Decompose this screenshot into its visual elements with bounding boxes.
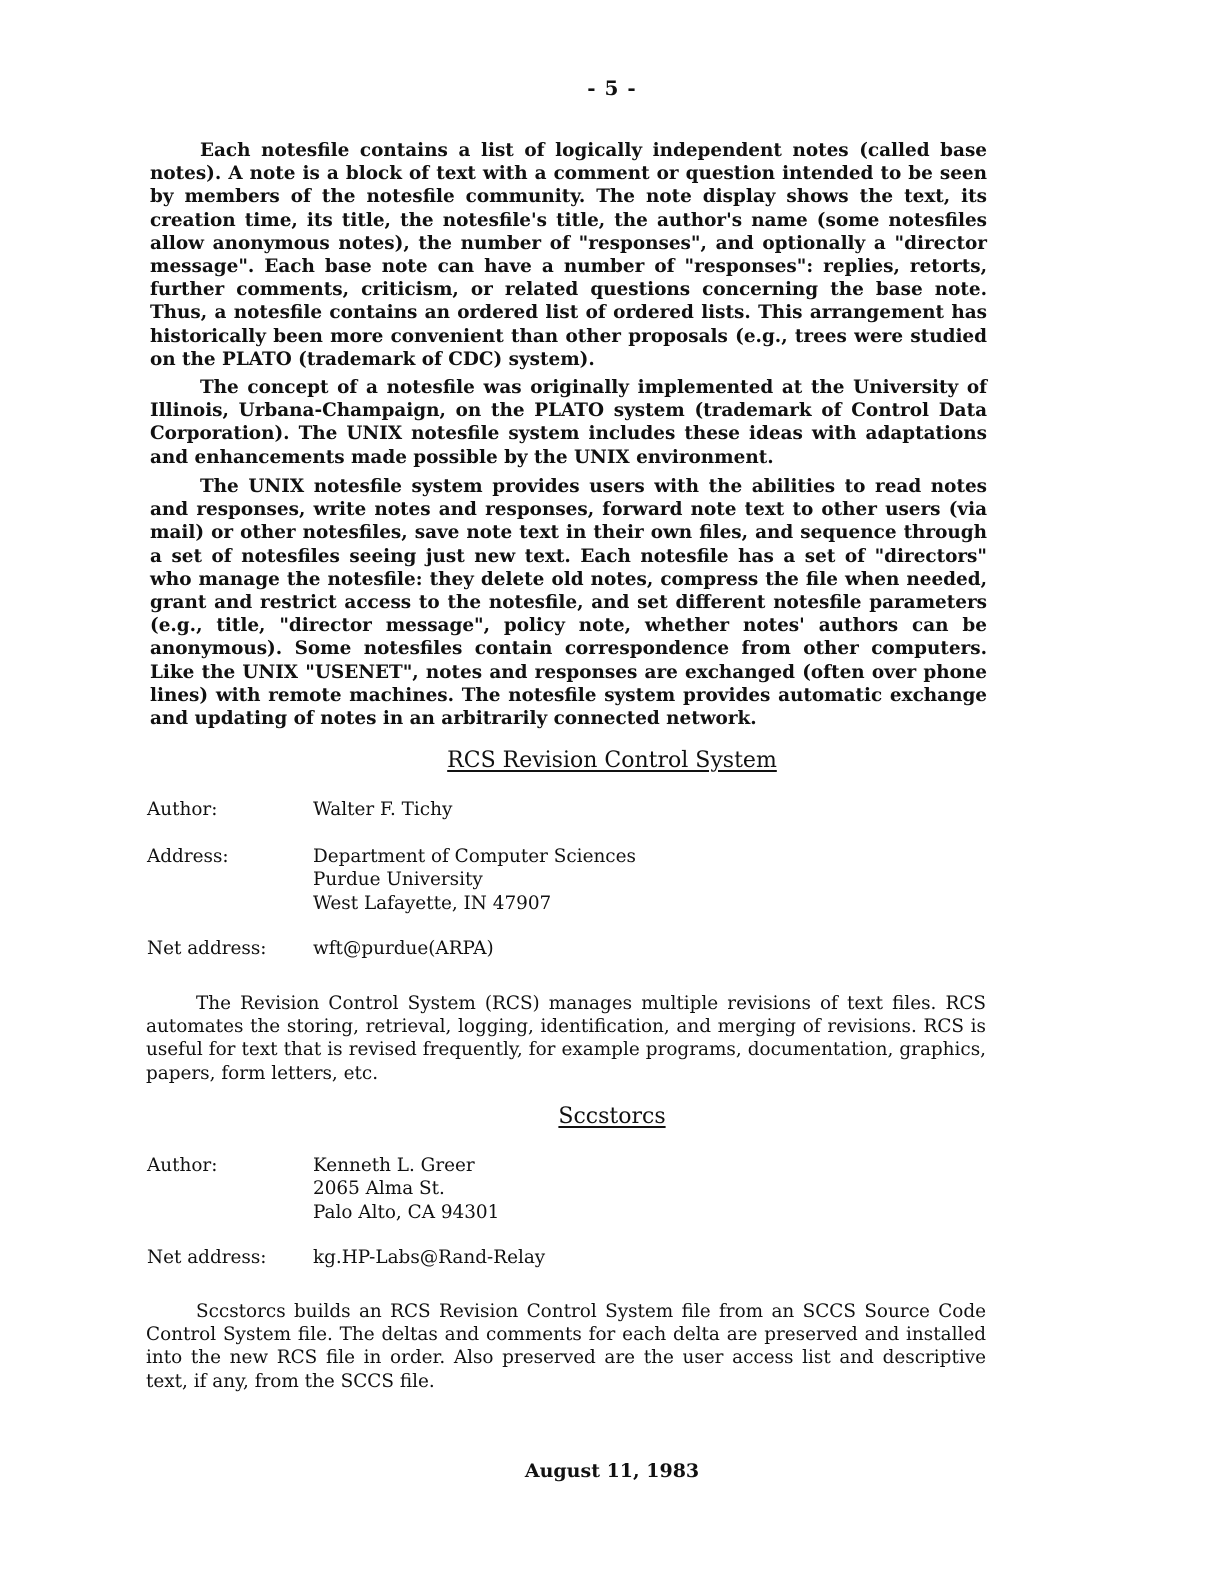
rcs-description: The Revision Control System (RCS) manages multiple revisions of text files. RCS automates the storing, retrieval, logging, identification, and merging of revisions. RCS is useful for text that is revised frequently, for example programs, documentation, graphics, papers, form letters, etc. (146, 993, 986, 1084)
rcs-address-line: Purdue University (313, 869, 483, 891)
sccstorcs-author-label: Author: (147, 1155, 218, 1176)
sccstorcs-author-line: Kenneth L. Greer (313, 1155, 475, 1176)
sccstorcs-author (313, 1154, 499, 1224)
sccstorcs-net-label: Net address: (147, 1247, 267, 1268)
sccstorcs-net-address: kg.HP-Labs@Rand-Relay (313, 1247, 546, 1268)
rcs-author-name: Walter F. Tichy (313, 799, 453, 820)
page-number: - 5 - (587, 76, 637, 100)
rcs-net-address: wft@purdue(ARPA) (313, 938, 494, 959)
sccstorcs-heading (0, 1104, 1224, 1130)
notesfile-paragraph-2: The concept of a notesfile was originally implemented at the University of Illinois, Urbana-Champaign, on the PLATO system (trademark of Control Data Corporation). The UNIX notesfile system includes these ideas with adaptations and enhancements made possible by the UNIX environment. (150, 377, 987, 468)
sccstorcs-description: Sccstorcs builds an RCS Revision Control System file from an SCCS Source Code Control System file. The deltas and comments for each delta are preserved and installed into the new RCS file in order. Also preserved are the user access list and descriptive text, if any, from the SCCS file. (146, 1301, 986, 1392)
rcs-net-label: Net address: (147, 938, 267, 959)
rcs-heading (0, 748, 1224, 774)
notesfile-paragraph-3: The UNIX notesfile system provides users with the abilities to read notes and responses, write notes and responses, forward note text to other users (via mail) or other notesfiles, save note text in their own files, and sequence through a set of notesfiles seeing just new text. Each notesfile has a set of "directors" who manage the notesfile: they delete old notes, compress the file when needed, grant and restrict access to the notesfile, and set different notesfile parameters (e.g., title, "director message", policy note, whether notes' authors can be anonymous). Some notesfiles contain correspondence from other computers. Like the UNIX "USENET", notes and responses are exchanged (often over phone lines) with remote machines. The notesfile system provides automatic exchange and updating of notes in an arbitrarily connected network. (150, 476, 987, 730)
rcs-author-label: Author: (147, 799, 218, 820)
sccstorcs-heading-text: Sccstorcs (558, 1104, 666, 1129)
footer-date: August 11, 1983 (524, 1460, 700, 1482)
notesfile-paragraph-1: Each notesfile contains a list of logically independent notes (called base notes). A note is a block of text with a comment or question intended to be seen by members of the notesfile community. The note display shows the text, its creation time, its title, the notesfile's title, the author's name (some notesfiles allow anonymous notes), the number of "responses", and optionally a "director message". Each base note can have a number of "responses": replies, retorts, further comments, criticism, or related questions concerning the base note. Thus, a notesfile contains an ordered list of ordered lists. This arrangement has historically been more convenient than other proposals (e.g., trees were studied on the PLATO (trademark of CDC) system). (150, 140, 987, 370)
rcs-address (313, 845, 636, 915)
rcs-address-label: Address: (147, 846, 229, 867)
sccstorcs-author-line: Palo Alto, CA 94301 (313, 1201, 500, 1223)
rcs-address-line: West Lafayette, IN 47907 (313, 892, 552, 914)
rcs-address-line: Department of Computer Sciences (313, 846, 636, 867)
rcs-heading-text: RCS Revision Control System (447, 748, 777, 773)
sccstorcs-author-line: 2065 Alma St. (313, 1178, 445, 1200)
